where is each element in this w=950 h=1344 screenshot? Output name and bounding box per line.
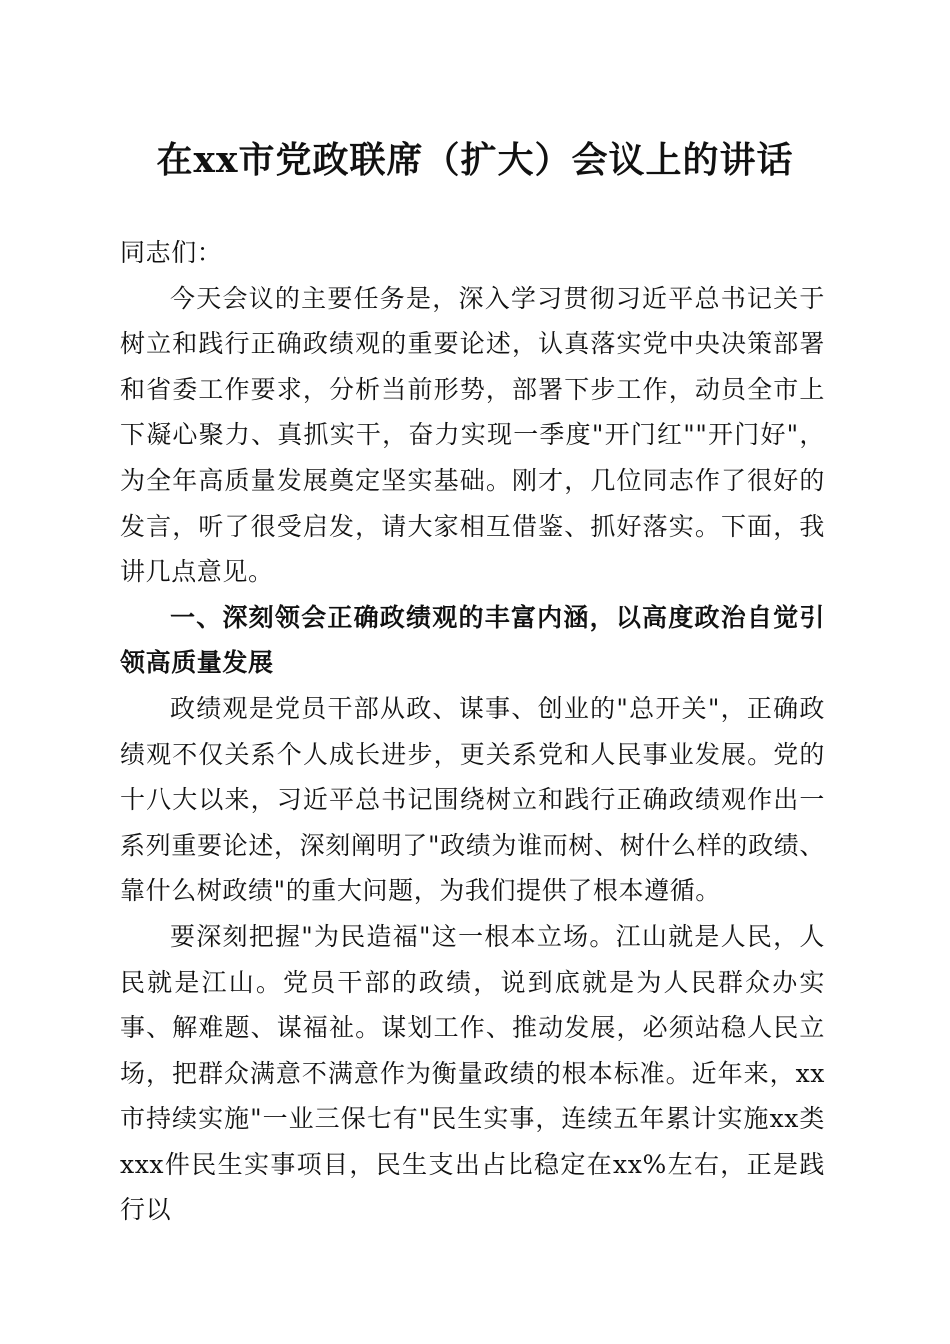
paragraph-intro: 今天会议的主要任务是，深入学习贯彻习近平总书记关于树立和践行正确政绩观的重要论述，认真落实党中央决策部署和省委工作要求，分析当前形势，部署下步工作，动员全市上下凝心聚力、真抓实干，奋力实现一季度"开门红""开门好"，为全年高质量发展奠定坚实基础。刚才，几位同志作了很好的发言，听了很受启发，请大家相互借鉴、抓好落实。下面，我讲几点意见。 xyxy=(120,283,825,587)
document-body xyxy=(120,230,825,1233)
salutation: 同志们： xyxy=(120,238,223,267)
paragraph-section-1-b: 要深刻把握"为民造福"这一根本立场。江山就是人民，人民就是江山。党员干部的政绩，说到底就是为人民群众办实事、解难题、谋福祉。谋划工作、推动发展，必须站稳人民立场，把群众满意不满意作为衡量政绩的根本标准。近年来，xx市持续实施"一业三保七有"民生实事，连续五年累计实施xx类xxx件民生实事项目，民生支出占比稳定在xx%左右，正是践行以 xyxy=(120,921,825,1225)
paragraph-section-1-a: 政绩观是党员干部从政、谋事、创业的"总开关"，正确政绩观不仅关系个人成长进步，更关系党和人民事业发展。党的十八大以来，习近平总书记围绕树立和践行正确政绩观作出一系列重要论述，深刻阐明了"政绩为谁而树、树什么样的政绩、靠什么树政绩"的重大问题，为我们提供了根本遵循。 xyxy=(120,693,825,906)
document-title: 在xx市党政联席（扩大）会议上的讲话 xyxy=(156,139,794,181)
section-heading-1: 一、深刻领会正确政绩观的丰富内涵，以高度政治自觉引领高质量发展 xyxy=(120,602,825,678)
